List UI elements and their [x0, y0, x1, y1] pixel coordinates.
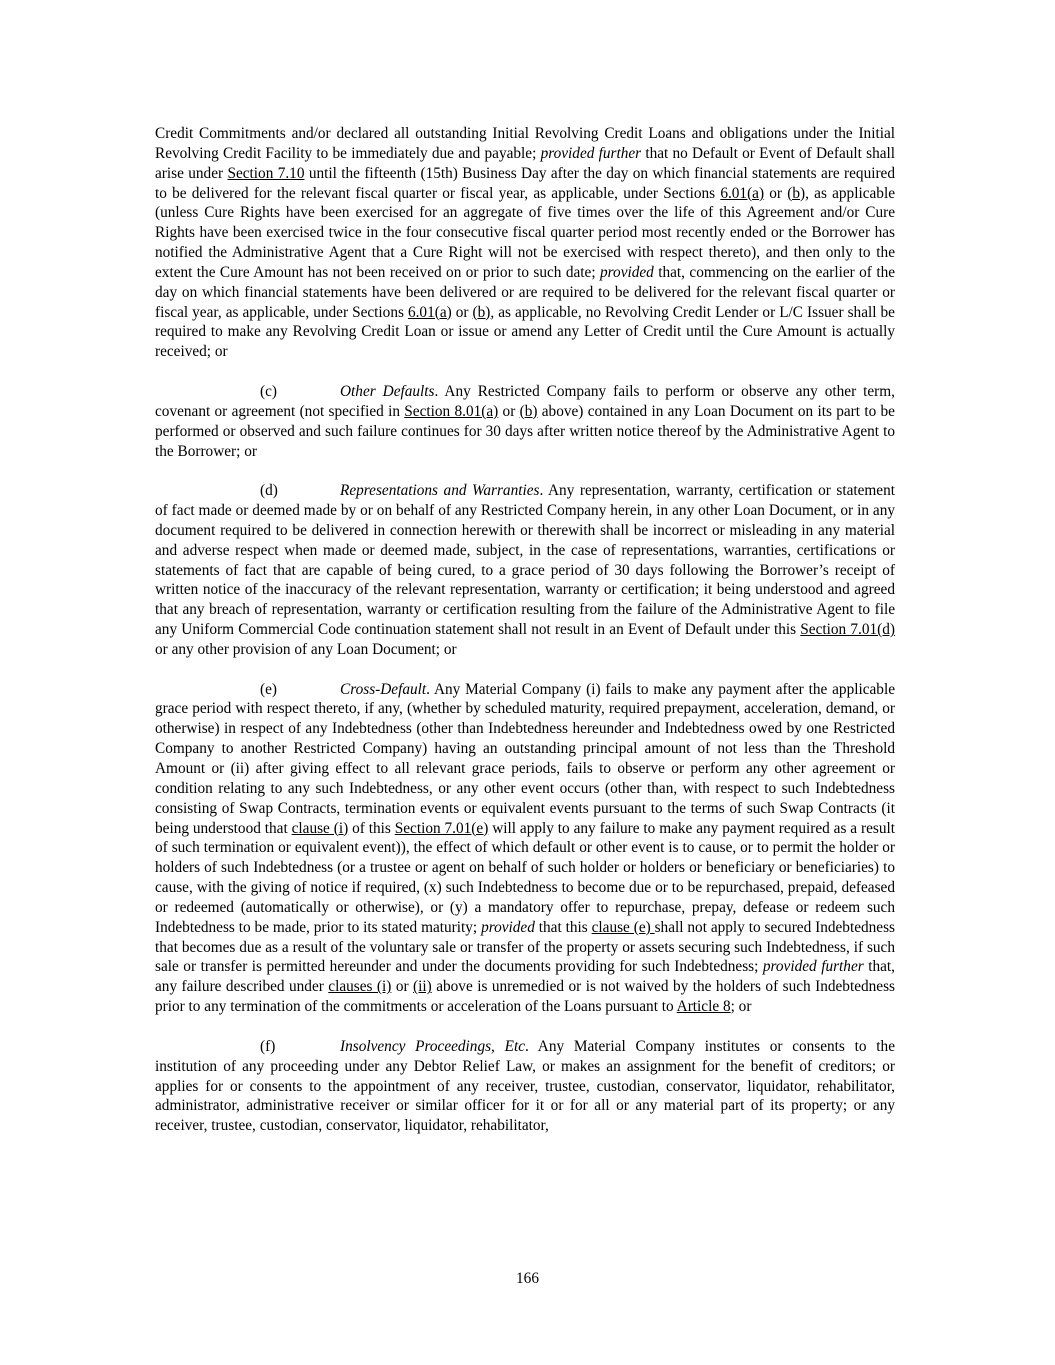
italic-term: provided	[481, 918, 535, 936]
page-number: 166	[516, 1270, 539, 1287]
section-reference: (b)	[472, 303, 491, 321]
text-run: above is unremedied or is not waived by the holders of such Indebtedness prior to any termination of the commitments or acceleration of the Loans pursuant to	[155, 978, 895, 1016]
paragraph-c-other-defaults	[155, 382, 895, 461]
text-run: . Any Material Company (i) fails to make any payment after the applicable grace period with respect thereto, if any, (whether by scheduled maturity, required prepayment, acceleration, demand, or otherwise) in respect of any Indebtedness (other than Indebtedness hereunder and Indebtedness owed by one Restricted Company to another Restricted Company) having an outstanding principal amount of not less than the Threshold Amount or (ii) after giving effect to all relevant grace periods, fails to observe or perform any other agreement or condition relating to any such Indebtedness, or any other event occurs (other than, with respect to such Indebtedness consisting of Swap Contracts, termination events or equivalent events pursuant to the terms of such Swap Contracts (it being understood that	[155, 680, 895, 837]
paragraph-d-representations	[155, 481, 895, 660]
text-run: that no Default or Event of Default shall arise under	[155, 144, 896, 182]
text-run: . Any Restricted Company fails to perform or observe any other term, covenant or agreement (not specified in	[155, 382, 895, 420]
text-run: that this	[534, 918, 592, 936]
text-run: until the fifteenth (15th) Business Day after the day on which financial statements are required to be delivered for the relevant fiscal quarter or fiscal year, as applicable, under Sections	[155, 164, 896, 202]
text-run: or any other provision of any Loan Document; or	[155, 640, 457, 658]
section-reference: (b)	[787, 184, 806, 202]
text-run: above) contained in any Loan Document on its part to be performed or observed and such failure continues for 30 days after written notice thereof by the Administrative Agent to the Borrower; or	[155, 402, 895, 460]
text-run: shall not apply to secured Indebtedness that becomes due as a result of the voluntary sale or transfer of the property or assets securing such Indebtedness, if such sale or transfer is permitted hereunder and under the documents providing for such Indebtedness;	[155, 918, 895, 976]
clause-label: (f)	[260, 1037, 276, 1055]
text-run: or	[498, 402, 520, 420]
clause-heading: Representations and Warranties	[340, 482, 540, 500]
section-reference: 6.01(a)	[407, 303, 452, 321]
clause-heading: Cross-Default	[340, 680, 427, 698]
text-run: . Any Material Company institutes or consents to the institution of any proceeding under any Debtor Relief Law, or makes an assignment for the benefit of creditors; or applies for or consents to the appointment of any receiver, trustee, custodian, conservator, liquidator, rehabilitator, administrator, administrative receiver or similar officer for it or for all or any material part of its property; or any receiver, trustee, custodian, conservator, liquidator, rehabilitator,	[155, 1037, 895, 1135]
section-reference: Article 8	[676, 998, 731, 1016]
text-run: Credit Commitments and/or declared all outstanding Initial Revolving Credit Loans and obligations under the Initial Revolving Credit Facility to be immediately due and payable;	[155, 125, 895, 162]
text-run: will apply to any failure to make any payment required as a result of such termination or equivalent event)), the effect of which default or other event is to cause, or to permit the holder or holders of such Indebtedness (or a trustee or agent on behalf of such holder or holders or beneficiary or beneficiaries) to cause, with the giving of notice if required, (x) such Indebtedness to become due or to be repurchased, prepaid, defeased or redeemed (automatically or otherwise), or (y) a mandatory offer to repurchase, prepay, defease or redeem such Indebtedness to be made, prior to its stated maturity;	[155, 819, 895, 936]
section-reference: Section 8.01(a)	[404, 402, 499, 420]
text-run: ; or	[730, 998, 752, 1016]
section-reference: 6.01(a)	[720, 184, 765, 202]
text-run: or	[391, 978, 414, 996]
text-run: or	[764, 184, 788, 202]
text-run: . Any representation, warranty, certification or statement of fact made or deemed made by or on behalf of any Restricted Company herein, in any other Loan Document, or in any document required to be delivered in connection herewith or therewith shall be incorrect or misleading in any material and adverse respect when made or deemed made, subject, in the case of representations, warranties, certifications or statements of fact that are capable of being cured, to a grace period of 30 days following the Borrower’s receipt of written notice of the inaccuracy of the relevant representation, warranty or certification; it being understood and agreed that any breach of representation, warranty or certification resulting from the failure of the Administrative Agent to file any Uniform Commercial Code continuation statement shall not result in an Event of Default under this	[155, 482, 895, 639]
clause-heading: Insolvency Proceedings, Etc	[340, 1037, 526, 1055]
text-run: , as applicable (unless Cure Rights have been exercised for an aggregate of five times over the life of this Agreement and/or Cure Rights have been exercised twice in the four consecutive fiscal quarter period most recently ended or the Borrower has notified the Administrative Agent that a Cure Right will not be exercised with respect thereto), and then only to the extent the Cure Amount has not been received on or prior to such date;	[155, 184, 895, 281]
section-reference: (b)	[519, 402, 538, 420]
section-reference: (ii)	[413, 978, 432, 996]
text-run: or	[451, 303, 473, 321]
section-reference: Section 7.10	[227, 164, 305, 182]
text-run: , as applicable, no Revolving Credit Lender or L/C Issuer shall be required to make any Revolving Credit Loan or issue or amend any Letter of Credit until the Cure Amount is actually received; or	[155, 303, 895, 361]
text-run: that, any failure described under	[155, 958, 895, 996]
clause-label: (c)	[260, 382, 277, 400]
section-reference: clauses (i)	[328, 978, 392, 996]
section-reference: clause (e)	[591, 918, 655, 936]
text-run: that, commencing on the earlier of the day on which financial statements have been delivered or are required to be delivered for the relevant fiscal quarter or fiscal year, as applicable, under Sections	[155, 263, 896, 321]
text-run: of this	[348, 819, 395, 837]
clause-label: (e)	[260, 680, 277, 698]
paragraph-e-cross-default	[155, 680, 895, 1017]
italic-term: provided further	[762, 958, 864, 976]
document-page	[155, 124, 895, 1136]
paragraph-f-insolvency	[155, 1037, 895, 1136]
clause-heading: Other Defaults	[340, 382, 435, 400]
section-reference: clause (i)	[291, 819, 349, 837]
section-reference: Section 7.01(e)	[394, 819, 489, 837]
italic-term: provided further	[540, 144, 642, 162]
italic-term: provided	[600, 263, 654, 281]
section-reference: Section 7.01(d)	[800, 621, 895, 639]
paragraph-continuation	[155, 124, 895, 362]
clause-label: (d)	[260, 482, 278, 500]
